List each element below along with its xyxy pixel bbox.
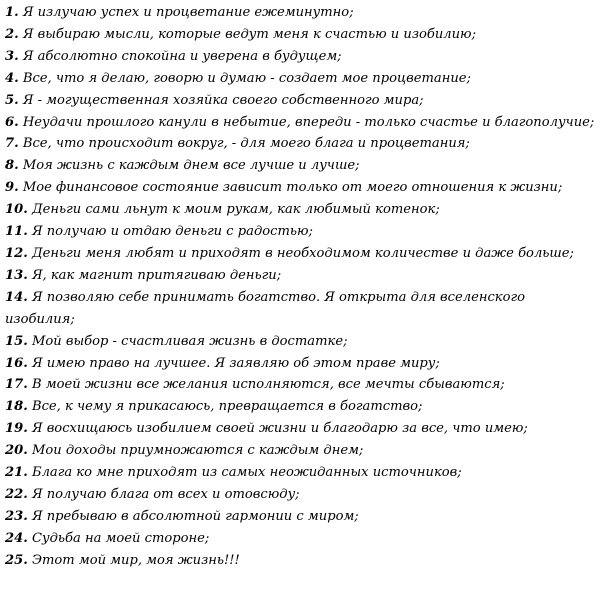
item-text: Я восхищаюсь изобилием своей жизни и благодарю за все, что имею; — [31, 421, 528, 437]
affirmation-item — [5, 287, 596, 331]
item-text: Блага ко мне приходят из самых неожиданных источников; — [31, 465, 462, 481]
item-text: Моя жизнь с каждым днем все лучше и лучше; — [22, 158, 360, 174]
item-text: Я, как магнит притягиваю деньги; — [31, 267, 282, 283]
item-number: 6. — [5, 114, 19, 130]
item-number: 8. — [5, 158, 19, 174]
affirmation-item — [5, 374, 596, 396]
affirmation-item — [5, 396, 596, 418]
affirmation-item — [5, 90, 596, 112]
affirmation-item — [5, 550, 596, 572]
item-text: Я пребываю в абсолютной гармонии с миром; — [31, 508, 359, 524]
item-number: 17. — [5, 377, 28, 393]
item-text: Все, что я делаю, говорю и думаю - создает мое процветание; — [22, 70, 471, 86]
affirmation-item — [5, 484, 596, 506]
item-text: Все, к чему я прикасаюсь, превращается в богатство; — [31, 399, 423, 415]
item-number: 25. — [5, 552, 28, 568]
affirmation-item — [5, 177, 596, 199]
item-text: В моей жизни все желания исполняются, все мечты сбываются; — [31, 377, 505, 393]
affirmation-item — [5, 155, 596, 177]
item-text: Деньги меня любят и приходят в необходимом количестве и даже больше; — [31, 245, 574, 261]
item-number: 5. — [5, 92, 19, 108]
item-number: 24. — [5, 530, 28, 546]
item-number: 7. — [5, 136, 19, 152]
affirmation-item — [5, 112, 596, 134]
item-number: 10. — [5, 202, 28, 218]
item-text: Я имею право на лучшее. Я заявляю об этом праве миру; — [31, 355, 440, 371]
item-text: Этот мой мир, моя жизнь!!! — [31, 552, 240, 568]
affirmation-item — [5, 462, 596, 484]
item-text: Я - могущественная хозяйка своего собственного мира; — [22, 92, 424, 108]
item-number: 1. — [5, 5, 19, 20]
item-number: 2. — [5, 26, 19, 42]
affirmation-item — [5, 68, 596, 90]
item-text: Я получаю блага от всех и отовсюду; — [31, 486, 300, 502]
item-number: 3. — [5, 48, 19, 64]
item-number: 4. — [5, 70, 19, 86]
affirmation-item — [5, 353, 596, 375]
affirmation-item — [5, 221, 596, 243]
item-text: Я получаю и отдаю деньги с радостью; — [31, 224, 313, 240]
item-number: 18. — [5, 399, 28, 415]
affirmation-item — [5, 506, 596, 528]
item-number: 21. — [5, 465, 28, 481]
affirmation-item — [5, 243, 596, 265]
item-text: Я излучаю успех и процветание ежеминутно; — [22, 5, 354, 20]
item-number: 13. — [5, 267, 28, 283]
item-number: 22. — [5, 486, 28, 502]
affirmation-item — [5, 199, 596, 221]
affirmation-item — [5, 265, 596, 287]
item-text: Мой выбор - счастливая жизнь в достатке; — [31, 333, 348, 349]
affirmation-item — [5, 418, 596, 440]
item-text: Я позволяю себе принимать богатство. Я открыта для вселенского изобилия; — [5, 289, 526, 327]
affirmation-item — [5, 24, 596, 46]
item-number: 20. — [5, 443, 28, 459]
item-number: 23. — [5, 508, 28, 524]
item-text: Мои доходы приумножаются с каждым днем; — [31, 443, 364, 459]
item-number: 15. — [5, 333, 28, 349]
item-number: 19. — [5, 421, 28, 437]
item-number: 11. — [5, 224, 28, 240]
item-text: Деньги сами льнут к моим рукам, как любимый котенок; — [31, 202, 440, 218]
item-text: Я абсолютно спокойна и уверена в будущем; — [22, 48, 342, 64]
affirmation-item — [5, 440, 596, 462]
affirmation-item — [5, 2, 596, 24]
item-text: Я выбираю мысли, которые ведут меня к счастью и изобилию; — [22, 26, 476, 42]
item-number: 12. — [5, 245, 28, 261]
item-number: 9. — [5, 180, 19, 196]
affirmation-item — [5, 528, 596, 550]
item-text: Все, что происходит вокруг, - для моего блага и процветания; — [22, 136, 470, 152]
item-text: Неудачи прошлого канули в небытие, впереди - только счастье и благополучие; — [22, 114, 595, 130]
item-text: Мое финансовое состояние зависит только от моего отношения к жизни; — [22, 180, 563, 196]
affirmation-item — [5, 331, 596, 353]
affirmation-item — [5, 46, 596, 68]
affirmation-item — [5, 133, 596, 155]
item-number: 14. — [5, 289, 28, 305]
item-number: 16. — [5, 355, 28, 371]
item-text: Судьба на моей стороне; — [31, 530, 210, 546]
